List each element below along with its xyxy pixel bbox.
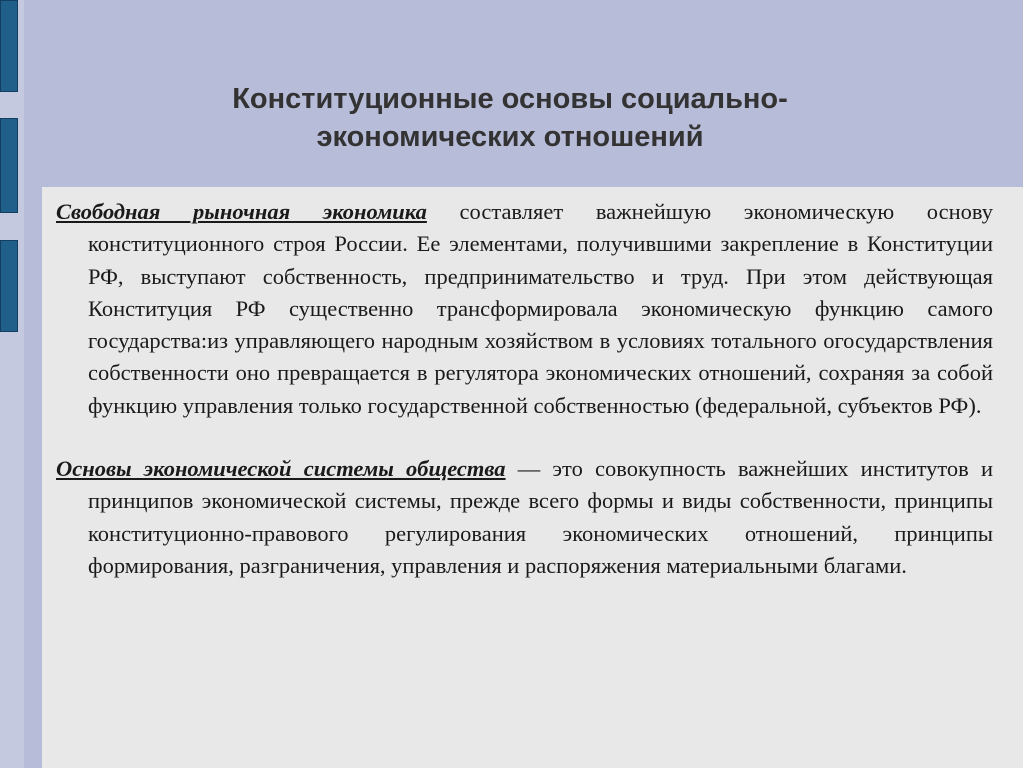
paragraph-economic-system-text: — это совокупность важнейших институтов и принципов экономической системы, прежде всего формы и виды собственности, принципы конституционно-правового регулирования экономических отношений, принципы формирования, разграничения, управления и распоряжения материальными благами. <box>88 456 993 578</box>
content-box <box>42 187 1023 768</box>
paragraph-market-economy-text: составляет важнейшую экономическую основу конституционного строя России. Ее элементами, получившими закрепление в Конституции РФ, выступают собственность, предпринимательство и труд. При этом действующая Конституция РФ существенно трансформировала экономическую функцию самого государства:из управляющего народным хозяйством в условиях тотального огосударствления собственности оно превращается в регулятора экономических отношений, сохраняя за собой функцию управления только государственной собственностью (федеральной, субъектов РФ). <box>88 199 993 418</box>
term-economic-system: Основы экономической системы общества <box>56 456 506 482</box>
slide-title-line-1: Конституционные основы социально- <box>232 83 788 115</box>
side-bar-bottom <box>0 240 18 332</box>
paragraph-economic-system <box>56 453 993 582</box>
slide-title <box>60 80 960 156</box>
term-market-economy: Свободная рыночная экономика <box>56 199 427 224</box>
left-strip <box>0 0 24 768</box>
slide-title-line-2: экономических отношений <box>316 121 704 153</box>
side-bar-middle <box>0 118 18 213</box>
side-bar-top <box>0 0 18 92</box>
paragraph-market-economy <box>56 196 993 422</box>
